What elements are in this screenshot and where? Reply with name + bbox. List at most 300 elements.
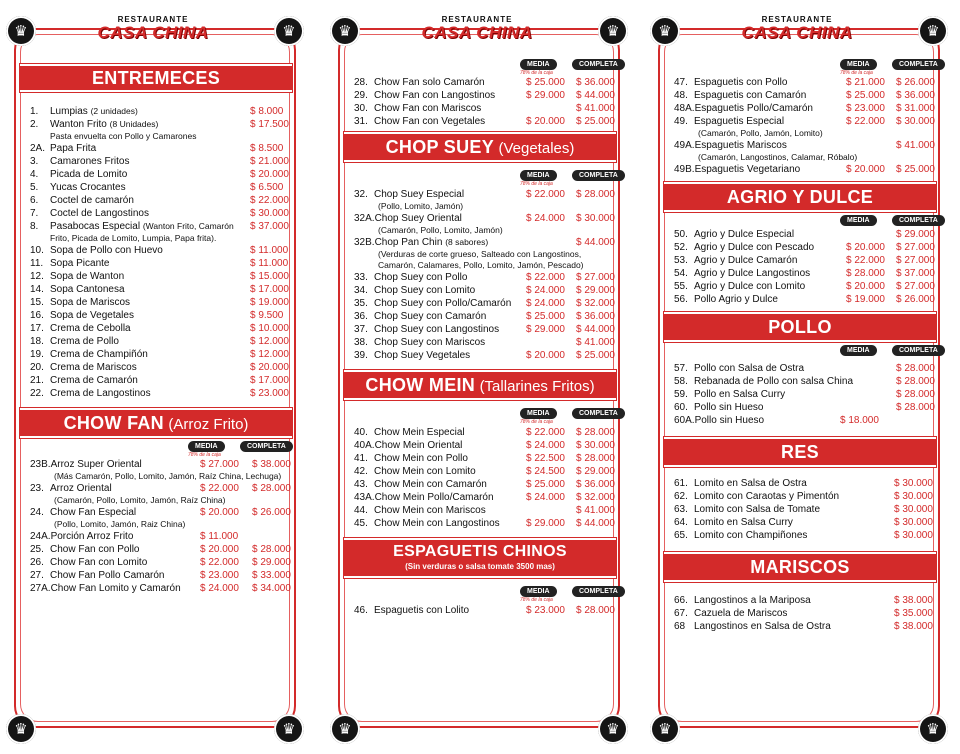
item-number: 26.: [30, 557, 44, 568]
section-header-res: RES: [664, 437, 936, 467]
item-description: (Camarón, Pollo, Jamón, Lomito): [698, 128, 823, 138]
menu-item: [664, 280, 936, 293]
item-number: 17.: [30, 323, 44, 334]
menu-item: [664, 76, 936, 89]
item-number: 31.: [354, 116, 368, 127]
price-completa: $ 28.000: [896, 376, 935, 387]
item-extra: (8 Unidades): [109, 119, 159, 129]
menu-item: [344, 604, 616, 617]
item-name: Chow Fan con Pollo: [50, 544, 140, 555]
price-completa: $ 32.000: [576, 298, 615, 309]
menu-item: [664, 620, 936, 633]
menu-panel-1: [0, 0, 306, 754]
item-number: 48.: [674, 90, 688, 101]
item-name: Rebanada de Pollo con salsa China: [694, 376, 853, 387]
price-media: $ 29.000: [526, 90, 565, 101]
price-media: $ 22.000: [526, 427, 565, 438]
item-number: 52.: [674, 242, 688, 253]
agrio-y-dulce-list: [664, 228, 936, 306]
item-name: Sopa de Pollo con Huevo: [50, 245, 163, 256]
item-number: 49A.: [674, 140, 695, 151]
item-number: 20.: [30, 362, 44, 373]
price-column-header: MEDIA COMPLETA 78% de la caja: [664, 56, 936, 76]
item-price: $ 8.500: [250, 143, 284, 154]
item-name: Chop Suey Oriental: [374, 213, 462, 224]
item-price: $ 20.000: [250, 169, 289, 180]
item-description: (Verduras de corte grueso, Salteado con Langostinos,: [378, 249, 582, 259]
price-completa: $ 36.000: [576, 479, 615, 490]
item-price: $ 30.000: [894, 530, 933, 541]
item-number: 5.: [30, 182, 39, 193]
menu-item: [664, 102, 936, 115]
menu-item: [20, 168, 292, 181]
res-list: [664, 477, 936, 542]
item-extra: (2 unidades): [90, 106, 138, 116]
price-completa: $ 28.000: [576, 189, 615, 200]
item-name: Porción Arroz Frito: [50, 531, 134, 542]
price-completa: $ 34.000: [252, 583, 291, 594]
item-name: Chow Fan con Vegetales: [374, 116, 486, 127]
chef-hat-icon: ♛: [650, 16, 680, 46]
chow-fan-list: [20, 458, 292, 595]
item-number: 16.: [30, 310, 44, 321]
price-media: $ 20.000: [846, 281, 885, 292]
price-media: $ 23.000: [200, 570, 239, 581]
item-name: Papa Frita: [50, 143, 97, 154]
price-media: $ 29.000: [526, 518, 565, 529]
price-completa: $ 28.000: [576, 427, 615, 438]
item-number: 65.: [674, 530, 688, 541]
menu-item: [664, 228, 936, 241]
price-media: $ 19.000: [846, 294, 885, 305]
price-media: $ 21.000: [846, 77, 885, 88]
menu-item: [344, 349, 616, 362]
item-name: Chop Suey con Pollo: [374, 272, 468, 283]
pollo-list: [664, 362, 936, 427]
price-media: $ 27.000: [200, 459, 239, 470]
item-number: 67.: [674, 608, 688, 619]
item-number: 34.: [354, 285, 368, 296]
item-name: Pollo en Salsa Curry: [694, 389, 786, 400]
item-name: Sopa Cantonesa: [50, 284, 125, 295]
item-price: $ 37.000: [250, 221, 289, 232]
item-price: $ 30.000: [894, 491, 933, 502]
price-completa: $ 44.000: [576, 518, 615, 529]
menu-item: [664, 293, 936, 306]
item-name: Chow Fan Pollo Camarón: [50, 570, 165, 581]
price-completa: $ 41.000: [896, 140, 935, 151]
menu-item: [20, 582, 292, 595]
menu-item: [344, 504, 616, 517]
item-name: Agrio y Dulce con Pescado: [694, 242, 815, 253]
item-name: Chow Fan con Langostinos: [374, 90, 496, 101]
item-name: Cazuela de Mariscos: [694, 608, 788, 619]
menu-item: [664, 529, 936, 542]
menu-item: [344, 336, 616, 349]
menu-item: [664, 163, 936, 176]
item-number: 39.: [354, 350, 368, 361]
item-extra: (Wanton Frito, Camarón: [142, 221, 234, 231]
item-name: Sopa de Vegetales: [50, 310, 134, 321]
item-number: 64.: [674, 517, 688, 528]
item-name: Lomito en Salsa de Ostra: [694, 478, 807, 489]
price-completa: $ 41.000: [576, 505, 615, 516]
menu-item: [20, 270, 292, 283]
item-name: Chop Suey Especial: [374, 189, 465, 200]
item-number: 23B.: [30, 459, 51, 470]
item-price: $ 19.000: [250, 297, 289, 308]
item-name: Espaguetis con Camarón: [694, 90, 807, 101]
price-completa: $ 30.000: [896, 116, 935, 127]
menu-item: [664, 254, 936, 267]
price-completa: $ 44.000: [576, 324, 615, 335]
item-name: Chow Fan Especial: [50, 507, 137, 518]
menu-item: [664, 362, 936, 375]
item-name: Espaguetis con Pollo: [694, 77, 788, 88]
item-number: 43.: [354, 479, 368, 490]
menu-item: [20, 181, 292, 194]
item-name: Chow Mein con Langostinos: [374, 518, 500, 529]
item-number: 1.: [30, 106, 39, 117]
price-completa: $ 44.000: [576, 90, 615, 101]
item-price: $ 30.000: [894, 478, 933, 489]
chef-hat-icon: ♛: [918, 16, 948, 46]
price-completa: $ 28.000: [252, 483, 291, 494]
menu-item: [344, 310, 616, 323]
item-name: Yucas Crocantes: [50, 182, 126, 193]
item-name: Chow Mein con Pollo: [374, 453, 468, 464]
completa-label: COMPLETA: [240, 441, 293, 452]
restaurant-logo: RESTAURANTE CASA CHINA: [421, 15, 533, 42]
section-header-chow-fan: CHOW FAN (Arroz Frito): [20, 408, 292, 438]
item-number: 2.: [30, 119, 39, 130]
price-completa: $ 27.000: [896, 242, 935, 253]
item-number: 12.: [30, 271, 44, 282]
menu-item: [20, 543, 292, 556]
price-completa: $ 33.000: [252, 570, 291, 581]
menu-item: [344, 115, 616, 128]
item-number: 27A.: [30, 583, 51, 594]
section-header-chop-suey: CHOP SUEY (Vegetales): [344, 132, 616, 162]
price-media: $ 25.000: [526, 77, 565, 88]
price-completa: $ 25.000: [896, 164, 935, 175]
restaurant-logo: RESTAURANTE CASA CHINA: [97, 15, 209, 42]
item-price: $ 22.000: [250, 195, 289, 206]
item-name: Pasabocas Especial: [50, 221, 141, 232]
item-name: Lomito con Salsa de Tomate: [694, 504, 821, 515]
item-name: Pollo Agrio y Dulce: [694, 294, 778, 305]
item-number: 62.: [674, 491, 688, 502]
media-label: MEDIA: [188, 441, 225, 452]
chef-hat-icon: ♛: [274, 16, 304, 46]
item-name: Lomito en Salsa Curry: [694, 517, 793, 528]
item-number: 14.: [30, 284, 44, 295]
item-number: 41.: [354, 453, 368, 464]
menu-item: [20, 257, 292, 270]
menu-item: [344, 89, 616, 102]
price-media: $ 24.000: [526, 298, 565, 309]
item-number: 29.: [354, 90, 368, 101]
menu-item: [20, 220, 292, 233]
section-header-agrio-y-dulce: AGRIO Y DULCE: [664, 182, 936, 212]
menu-item: [664, 477, 936, 490]
item-number: 30.: [354, 103, 368, 114]
item-name: Espaguetis Especial: [694, 116, 785, 127]
item-price: $ 17.000: [250, 375, 289, 386]
price-completa: $ 27.000: [896, 281, 935, 292]
price-media: $ 25.000: [846, 90, 885, 101]
item-number: 50.: [674, 229, 688, 240]
menu-item: [664, 267, 936, 280]
item-name: Wanton Frito: [50, 119, 107, 130]
item-description: (Más Camarón, Pollo, Lomito, Jamón, Raíz China, Lechuga): [54, 471, 282, 481]
item-name: Espaguetis Vegetariano: [694, 164, 801, 175]
item-price: $ 12.000: [250, 349, 289, 360]
item-number: 60.: [674, 402, 688, 413]
item-name: Chow Fan Lomito y Camarón: [50, 583, 181, 594]
item-number: 15.: [30, 297, 44, 308]
item-number: 42.: [354, 466, 368, 477]
price-column-header: MEDIA COMPLETA: [664, 342, 936, 362]
menu-item: [344, 452, 616, 465]
item-name: Agrio y Dulce Especial: [694, 229, 795, 240]
item-price: $ 30.000: [894, 504, 933, 515]
price-completa: $ 38.000: [252, 459, 291, 470]
menu-item: [344, 323, 616, 336]
price-completa: $ 41.000: [576, 337, 615, 348]
menu-item: [20, 155, 292, 168]
menu-item: [344, 439, 616, 452]
menu-panel-2: [324, 0, 630, 754]
item-number: 66.: [674, 595, 688, 606]
menu-item: [20, 105, 292, 118]
price-media: $ 25.000: [526, 479, 565, 490]
menu-item: [664, 89, 936, 102]
chef-hat-icon: ♛: [330, 16, 360, 46]
item-price: $ 11.000: [250, 258, 289, 269]
item-name: Lomito con Champiñones: [694, 530, 808, 541]
price-column-header: MEDIA COMPLETA 78% de la caja: [344, 56, 616, 76]
section-header-mariscos: MARISCOS: [664, 552, 936, 582]
menu-item: [664, 139, 936, 152]
price-completa: $ 32.000: [576, 492, 615, 503]
espaguetis-list: [344, 604, 616, 617]
menu-item: [20, 283, 292, 296]
item-number: 32.: [354, 189, 368, 200]
item-number: 6.: [30, 195, 39, 206]
item-name: Chow Mein Pollo/Camarón: [374, 492, 494, 503]
item-name: Chow Fan solo Camarón: [374, 77, 485, 88]
price-completa: $ 28.000: [576, 605, 615, 616]
item-number: 37.: [354, 324, 368, 335]
item-name: Pollo sin Hueso: [694, 415, 765, 426]
item-name: Chow Mein con Camarón: [374, 479, 487, 490]
item-name: Agrio y Dulce con Lomito: [694, 281, 806, 292]
menu-item: [664, 414, 936, 427]
item-name: Arroz Super Oriental: [50, 459, 142, 470]
item-price: $ 15.000: [250, 271, 289, 282]
item-name: Lomito con Caraotas y Pimentón: [694, 491, 840, 502]
item-number: 43A.: [354, 492, 375, 503]
item-description: Frito, Picada de Lomito, Lumpia, Papa frita).: [50, 233, 217, 243]
item-number: 46.: [354, 605, 368, 616]
item-price: $ 10.000: [250, 323, 289, 334]
chop-suey-list: [344, 188, 616, 362]
item-number: 36.: [354, 311, 368, 322]
chow-fan-list-cont: [344, 76, 616, 128]
mariscos-list: [664, 594, 936, 633]
chow-mein-list: [344, 426, 616, 530]
menu-item: [20, 142, 292, 155]
item-number: 57.: [674, 363, 688, 374]
item-price: $ 21.000: [250, 156, 289, 167]
item-name: Coctel de Langostinos: [50, 208, 149, 219]
price-column-header: MEDIA COMPLETA 78% de la caja: [344, 578, 616, 604]
price-completa: $ 26.000: [896, 77, 935, 88]
item-number: 24.: [30, 507, 44, 518]
item-number: 48A.: [674, 103, 695, 114]
item-name: Picada de Lomito: [50, 169, 128, 180]
menu-item: [664, 503, 936, 516]
price-completa: $ 37.000: [896, 268, 935, 279]
price-media: $ 20.000: [526, 350, 565, 361]
menu-item: [20, 458, 292, 471]
restaurant-logo: RESTAURANTE CASA CHINA: [741, 15, 853, 42]
price-completa: $ 25.000: [576, 350, 615, 361]
item-price: $ 20.000: [250, 362, 289, 373]
price-completa: $ 25.000: [576, 116, 615, 127]
item-name: Crema de Langostinos: [50, 388, 151, 399]
item-number: 63.: [674, 504, 688, 515]
item-name: Crema de Pollo: [50, 336, 119, 347]
price-media: $ 25.000: [526, 311, 565, 322]
item-number: 58.: [674, 376, 688, 387]
menu-item: [20, 482, 292, 495]
price-completa: $ 41.000: [576, 103, 615, 114]
item-number: 11.: [30, 258, 44, 269]
item-name: Crema de Mariscos: [50, 362, 137, 373]
item-number: 49.: [674, 116, 688, 127]
item-name: Chop Suey con Mariscos: [374, 337, 486, 348]
item-description: (Pollo, Lomito, Jamón): [378, 201, 464, 211]
section-header-entremeces: ENTREMECES: [20, 64, 292, 92]
item-name: Chow Mein Especial: [374, 427, 465, 438]
item-name: Langostinos a la Mariposa: [694, 595, 811, 606]
section-header-espaguetis: ESPAGUETIS CHINOS (Sin verduras o salsa tomate 3500 mas): [344, 538, 616, 578]
menu-item: [344, 478, 616, 491]
menu-item: [664, 516, 936, 529]
item-name: Chop Suey Vegetales: [374, 350, 471, 361]
menu-item: [664, 594, 936, 607]
item-name: Arroz Oriental: [50, 483, 112, 494]
menu-item: [20, 530, 292, 543]
item-number: 32A.: [354, 213, 375, 224]
price-completa: $ 29.000: [576, 466, 615, 477]
menu-item: [344, 284, 616, 297]
item-name: Coctel de camarón: [50, 195, 134, 206]
chef-hat-icon: ♛: [6, 714, 36, 744]
menu-item: [344, 76, 616, 89]
price-media: $ 20.000: [200, 544, 239, 555]
price-completa: $ 30.000: [576, 213, 615, 224]
item-name: Pollo sin Hueso: [694, 402, 764, 413]
item-name: Crema de Camarón: [50, 375, 138, 386]
menu-item: [344, 517, 616, 530]
item-name: Chop Suey con Camarón: [374, 311, 487, 322]
price-media: $ 24.000: [526, 213, 565, 224]
price-media: $ 22.000: [526, 272, 565, 283]
menu-item: [20, 194, 292, 207]
item-number: 44.: [354, 505, 368, 516]
item-number: 24A.: [30, 531, 51, 542]
item-price: $ 35.000: [894, 608, 933, 619]
item-number: 18.: [30, 336, 44, 347]
price-media: $ 24.000: [526, 285, 565, 296]
item-description: (Camarón, Pollo, Lomito, Jamón): [378, 225, 503, 235]
item-name: Langostinos en Salsa de Ostra: [694, 621, 831, 632]
menu-item: [664, 490, 936, 503]
price-completa: $ 26.000: [896, 294, 935, 305]
price-completa: $ 30.000: [576, 440, 615, 451]
item-description: Pasta envuelta con Pollo y Camarones: [50, 131, 197, 141]
price-media: $ 11.000: [200, 531, 239, 542]
menu-item: [664, 607, 936, 620]
price-completa: $ 28.000: [896, 363, 935, 374]
price-completa: $ 29.000: [576, 285, 615, 296]
item-number: 38.: [354, 337, 368, 348]
item-price: $ 38.000: [894, 621, 933, 632]
price-media: $ 22.000: [200, 483, 239, 494]
price-media: $ 22.000: [526, 189, 565, 200]
price-media: $ 18.000: [840, 415, 879, 426]
item-price: $ 11.000: [250, 245, 289, 256]
item-name: Sopa de Mariscos: [50, 297, 131, 308]
price-media: $ 24.500: [526, 466, 565, 477]
espaguetis-list-cont: [664, 76, 936, 176]
price-completa: $ 36.000: [896, 90, 935, 101]
menu-item: [344, 188, 616, 201]
item-number: 22.: [30, 388, 44, 399]
chef-hat-icon: ♛: [598, 16, 628, 46]
price-media: $ 24.000: [526, 440, 565, 451]
menu-item: [20, 569, 292, 582]
item-price: $ 30.000: [250, 208, 289, 219]
menu-panel-3: [644, 0, 950, 754]
price-media: $ 22.500: [526, 453, 565, 464]
item-name: Lumpias: [50, 106, 88, 117]
item-name: Chow Mein Oriental: [374, 440, 463, 451]
item-number: 40A.: [354, 440, 375, 451]
chef-hat-icon: ♛: [274, 714, 304, 744]
item-number: 4.: [30, 169, 39, 180]
item-number: 19.: [30, 349, 44, 360]
item-name: Chop Suey con Lomito: [374, 285, 476, 296]
menu-item: [344, 271, 616, 284]
menu-item: [664, 401, 936, 414]
price-column-header: MEDIA COMPLETA 78% de la caja: [344, 400, 616, 426]
menu-item: [664, 241, 936, 254]
item-number: 54.: [674, 268, 688, 279]
price-media: $ 20.000: [846, 242, 885, 253]
section-header-chow-mein: CHOW MEIN (Tallarines Fritos): [344, 370, 616, 400]
price-media: $ 24.000: [200, 583, 239, 594]
menu-item: [344, 236, 616, 249]
menu-item: [344, 491, 616, 504]
menu-item: [20, 361, 292, 374]
item-number: 3.: [30, 156, 39, 167]
item-name: Agrio y Dulce Camarón: [694, 255, 798, 266]
price-completa: $ 28.000: [896, 389, 935, 400]
